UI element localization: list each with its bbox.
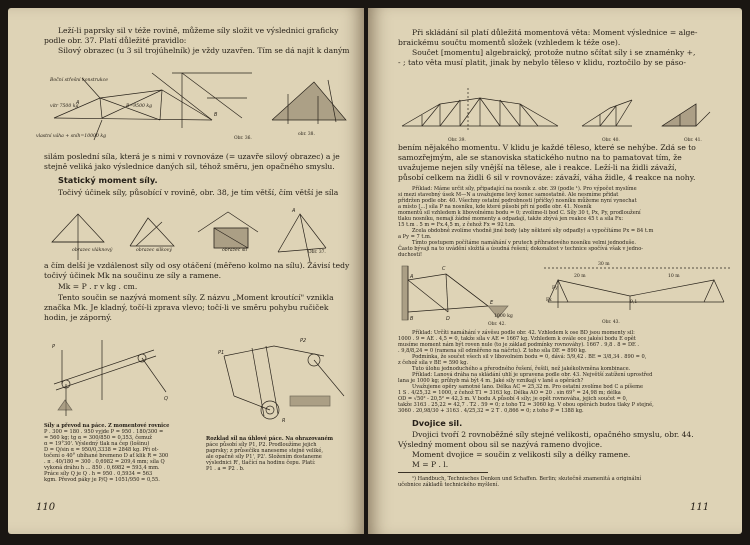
svg-text:P2: P2 <box>300 338 307 344</box>
fig43-label: 10 m <box>668 274 680 279</box>
caption-angle-line: P1 . a = P2 . b. <box>206 466 245 472</box>
right-page <box>368 8 742 534</box>
fig36-caption: Obr. 36. <box>234 136 252 141</box>
fig43-label: Fy <box>552 286 558 291</box>
fig37-label-2: obrazec silkový <box>136 248 172 253</box>
example1-line: Příklad: Máme určit síly, připadající na nosník z. obr. 39 (podle ¹). Pro výpočet myslíme <box>412 186 637 192</box>
left-page <box>8 8 364 534</box>
example1-line: tlaku nosníku, nemají žádné momenty a odpadají, takže zbývá jen reakce 45 t a síla Fx: <box>398 216 624 222</box>
caption-lever-line: Síly a převod na páce. Z momentové rovnice <box>44 423 170 429</box>
fig39-caption: Obr. 39. <box>448 138 466 143</box>
para4-line-2: točivý účinek Mk na součinu ze síly a ramene. <box>44 271 222 280</box>
fig40-caption: Obr. 40. <box>602 138 620 143</box>
page-number-left: 110 <box>36 502 56 513</box>
dvojice-line-1: Dvojici tvoří 2 rovnoběžné síly stejné velikosti, opačného smyslu, obr. 44. <box>412 430 694 439</box>
caption-angle-line: ale opačně síly P1', P2'. Složením dostaneme <box>206 454 322 460</box>
svg-text:P: P <box>52 344 56 350</box>
caption-lever-line: Práce síly Q je Q . h = 950 . 0,5934 = 563 <box>44 471 153 477</box>
fig43-caption: Obr. 43. <box>602 320 620 325</box>
svg-text:D: D <box>446 316 450 322</box>
fig43-label: 30 m <box>598 262 610 267</box>
footnote-line-2: učebnice základů technického myšlení. <box>398 482 499 488</box>
figure-42-hanger <box>398 260 538 324</box>
footnote-rule <box>398 472 488 473</box>
example1-line: 15 t.m . 5 m = Fx.4,5 m, z čehož Fx = 92 t.m. <box>398 222 516 228</box>
figure-39-truss <box>400 86 740 134</box>
example2-line: 3060 . 20,98/30 + 3163 . 4/25,32 = 2 T . 0,866 = 0; z toho P = 1388 kg. <box>398 408 584 414</box>
caption-lever-line: α = 19°30'. Výsledný tlak na čep (lošinu) <box>44 441 150 447</box>
fig37-label-3: obrazec sil <box>222 248 248 253</box>
svg-text:Q: Q <box>164 396 168 402</box>
fig43-label: Fx <box>546 298 552 303</box>
caption-lever-line: = 560 kg; tg α = 300/850 = 0,353, čemuž <box>44 435 152 441</box>
example2-line: Uvažujeme opěry samotné lano. Délka AC = 25,32 m. Pro ostatní zvolíme bod C a píšeme <box>412 384 643 390</box>
svg-text:R: R <box>282 418 286 424</box>
caption-lever-line: kgm. Převod páky je P/Q = 1051/950 = 0,55. <box>44 477 160 483</box>
para2-line-4: působí celkem na židli 6 sil v rovnováze: závaží, váha židle, 4 reakce na nohy. <box>398 173 696 182</box>
footnote-line-1: ¹) Handbuch, Technisches Denken und Schaffen. Berlin; skutečně znamenitá a originální <box>412 476 642 482</box>
svg-text:A: A <box>292 208 296 214</box>
dvojice-line-2: Výsledný moment obou sil se nazývá rameno dvojice. <box>398 440 603 449</box>
para5-line-3: hodin, je záporný. <box>44 313 112 322</box>
example1-line: a místo [...] síla P na nosníku, kde které působí při ní podle obr. 41. Nosník <box>398 204 592 210</box>
example2-line: Příklad: Určíti namáhání v závěsu podle obr. 42. Vzhledem k ose BD jsou momenty sil: <box>412 330 635 336</box>
caption-lever-line: točení o 40° ubíhané bremeno D ať klik R = 300 <box>44 453 169 459</box>
para2-line-1: silám poslední síla, která je s nimi v rovnováze (= uzavře silový obrazec) a je <box>44 152 340 161</box>
example1-line: Tímto postupem počítáme namáhání v prutech příhradového nosníku velmi jednoduše. <box>412 240 636 246</box>
example1-line: a Py = 7 t.m. <box>398 234 432 240</box>
figure-43-cableway <box>540 258 736 318</box>
fig36-label-4: vlastní váha + sníh=10000 kg <box>36 134 107 139</box>
intro-line-3: Součet [momentu] algebraický, protože nutno sčítat síly i se znaménky +, <box>412 48 696 57</box>
fig37-label-1: obrazec vláknový <box>72 248 113 253</box>
caption-angle-line: Rozklad sil na úhlové páce. Na ohrazovaném <box>206 436 334 442</box>
caption-lever-line: . π . 40/180 = 300 . 0,6982 = 209,4 mm; síla Q <box>44 459 165 465</box>
fig41-caption: Obr. 41. <box>684 138 702 143</box>
figure-angle-lever <box>204 326 354 426</box>
svg-text:A: A <box>410 274 414 280</box>
para5-line-1: Tento součin se nazývá moment síly. Z názvu „Moment kroutící" vznikla <box>58 293 334 302</box>
dvojice-formula-2: M = P . l. <box>412 460 449 469</box>
example1-line: duchosti! <box>398 252 423 258</box>
example2-line: . 9,8/8,24 = 0 (ramena síl odměřeno na náčrtu). Z toho síla DE = 890 kg. <box>398 348 587 354</box>
figure-37-funicular <box>48 202 348 268</box>
svg-text:C: C <box>442 266 446 272</box>
fig36-label-1: Boční střešní konstrukce <box>50 78 108 83</box>
fig42-load: 1000 kg <box>494 314 513 319</box>
para1-line-1: Leží-li paprsky sil v téže rovině, můžeme síly složit ve výslednici graficky <box>58 26 339 35</box>
svg-text:B: B <box>410 316 414 322</box>
caption-lever-line: D = Q/sin α = 950/0,3338 = 2848 kg. Při ot- <box>44 447 159 453</box>
fig43-label: 9,1 <box>630 300 638 305</box>
para2-line-1: bením nějakého momentu. V klidu je každé těleso, které se nehýbe. Zdá se to <box>398 143 696 152</box>
example2-line: Tuto úlohu jednoduchého a přerodného řešení, řešili, než jakékolivměna kombinace. <box>412 366 631 372</box>
para1-line-2: podle obr. 37. Platí důležité pravidlo: <box>44 36 187 45</box>
example2-line: Podmínka, že součet všech sil v libovolném bodu = 0, dává: 5/9,42 . BE = 3/8,34 . 890 = 0, <box>412 354 647 360</box>
para1-line-3: Silový obrazec (u 3 sil trojúhelník) je vždy uzavřen. Tím se dá najít k daným <box>58 46 350 55</box>
example1-line: přidržen podle obr. 40. Všechny ostatní podrobnosti (příčky) nosníku můžeme nyní vynechat <box>398 198 637 204</box>
svg-text:E: E <box>490 300 494 306</box>
example2-line: musíme moment nám být roven nule (to je základ podmínky rovnováhy). 1667 . 9,8 . 8 = DE . <box>398 342 639 348</box>
page-number-right: 111 <box>690 502 710 513</box>
figure-lever <box>42 330 182 420</box>
example2-line: 1000 . 9 = AE . 4,5 = 0, takže síla v AE = 1667 kg. Vzhledem k ovále oce jakési bodu E opět <box>398 336 636 342</box>
para2-line-2: samozřejmým, ale se stanoviska statického nutno na to pamatovat tím, že <box>398 153 682 162</box>
para3-line-1: Točivý účinek síly, působící v rovině, obr. 38, je tím větší, čím větší je síla <box>58 188 339 197</box>
example1-line: si mezi stavebný úsek M—N a uvažujeme levý konec samostatně. Ale nesmíme přidat <box>398 192 619 198</box>
fig36-label-3: B=9500 kg <box>126 104 153 109</box>
heading-dvojice: Dvojice sil. <box>412 418 463 428</box>
formula-mk: Mk = P . r v kg . cm. <box>58 282 138 291</box>
intro-line-1: Při skládání sil platí důležitá momentová věta: Moment výslednice = alge- <box>412 28 698 37</box>
para2-line-2: stejně veliká jako výslednice daných sil, téhož směru, jen opačného smyslu. <box>44 162 335 171</box>
caption-lever-line: vykoná dráhu h ... 850 . 0,6982 = 593,4 mm. <box>44 465 160 471</box>
fig38-caption: obr. 38. <box>298 132 315 137</box>
svg-text:P1: P1 <box>218 350 225 356</box>
fig36-label-2: vítr 7500 kg <box>50 104 79 109</box>
para5-line-2: značka Mk. Je kladný, točí-li zprava vlevo; točí-li ve směru pohybu ručiček <box>44 303 329 312</box>
para2-line-3: uvažujeme nejen síly vnější na tělese, ale i reakce. Leží-li na židli závaží, <box>398 163 677 172</box>
para4-line-1: a čím delší je vzdálenost síly od osy otáčení (měřeno kolmo na sílu). Závisí tedy <box>44 261 350 270</box>
example1-line: Zcela obdobně zvolíme vhodně jiné body (aby některé síly odpadly) a vypočítáme Px = 84 t.m <box>412 228 654 234</box>
caption-angle-line: páce působí síly P1, P2. Prodloužíme jejich <box>206 442 317 448</box>
caption-angle-line: paprsky; z průsečíku naneseme stejně veliké, <box>206 448 324 454</box>
example2-line: 1 S . 4/25,32 = 1000, z čehož T1 = 3163 kg. Délka AO = 20 . sin 69° = 24,98 m; délka <box>398 390 621 396</box>
example2-line: lana je 1000 kg; průhyb má být 4 m. Jaké síly vznikají v laně a opěrách? <box>398 378 584 384</box>
example1-line: momentů sil vzhledem k libovolnému bodu = 0; zvolíme-li bod C. Síly 30 t, Px, Py, prodloužení <box>398 210 641 216</box>
fig42-caption: Obr. 42. <box>488 322 506 327</box>
example1-line: Často bývají na to uvádění složitá a úsudná řešení; dokonalost v technice spočívá však v jedno- <box>398 246 643 252</box>
heading-static-moment: Statický moment síly. <box>58 175 158 185</box>
figure-38-force-polygon <box>268 76 350 130</box>
caption-lever-line: P . 300 = 180 . 950 vyjde P = 950 . 180/300 = <box>44 429 164 435</box>
svg-text:B: B <box>214 112 218 118</box>
intro-line-4: - ; tato věta musí platit, jinak by nebylo těleso v klidu, roztočilo by se páso- <box>398 58 686 67</box>
example2-line: Příklad: Lanová dráha na skládání uhlí je upravena podle obr. 43. Největší zatížení uprostřed <box>412 372 653 378</box>
example2-line: z čehož síla v BE = 590 kg. <box>398 360 469 366</box>
intro-line-2: braickému součtu momentů složek (vzhledem k téže ose). <box>398 38 621 47</box>
dvojice-formula-1: Moment dvojice = součin z velikosti síly a délky ramene. <box>412 450 631 459</box>
fig43-label: 20 m <box>574 274 586 279</box>
fig37-caption: Obr. 37. <box>308 250 326 255</box>
example2-line: takže 3163 . 25,22 = 42,7 . T2 . 59 = 0; z toho T2 = 3060 kg. V obou opěrách budou tlaky P stejné, <box>398 402 654 408</box>
example2-line: OD = √50² - 20,5² = 42,3 m. V bodu A působí 4 síly; je opět rovnováha, jejich součet = 0, <box>398 396 628 402</box>
caption-angle-line: výslednici R', tlačící na hodinu čepu. Platí: <box>206 460 316 466</box>
svg-text:A: A <box>76 100 80 106</box>
